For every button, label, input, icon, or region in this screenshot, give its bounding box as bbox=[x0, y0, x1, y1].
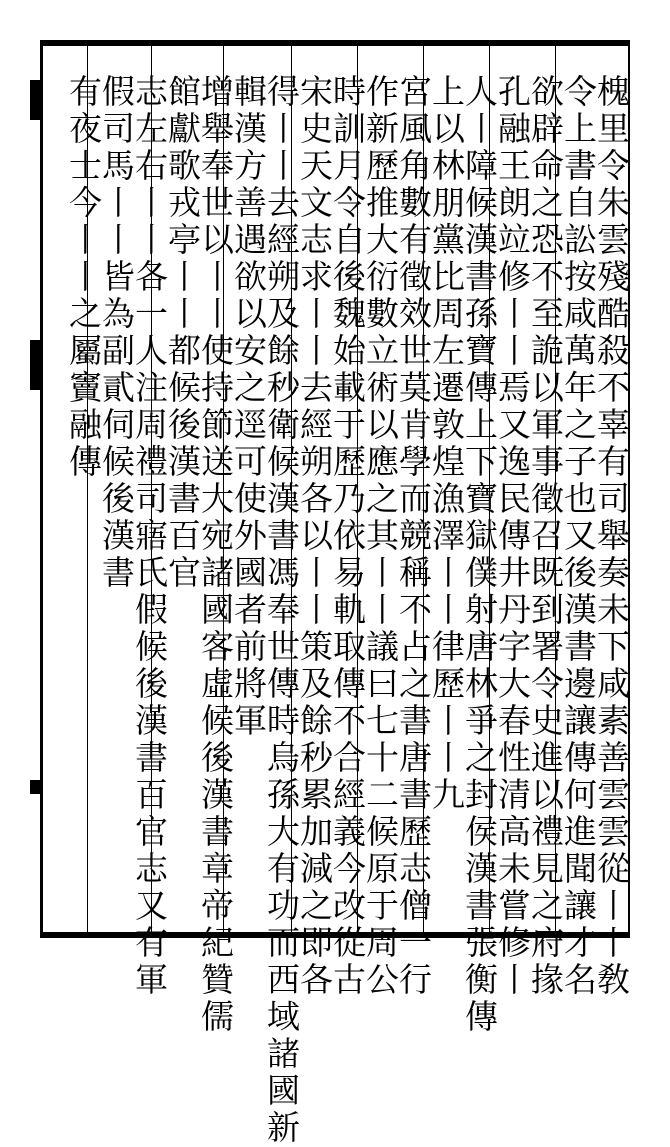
text-column-10: 宋史天文志求丨丨去經朔各以丨丨策及餘秒累加減之即各 bbox=[295, 74, 334, 999]
page-edge bbox=[0, 40, 40, 938]
edge-mark bbox=[30, 80, 40, 120]
text-column-2: 令上書自訟按咸萬年之子也又後漢書邊讓傳何進聞讓才名 bbox=[559, 74, 598, 999]
edge-mark bbox=[30, 340, 40, 390]
text-column-13: 增舉奉世以丨丨使持節送大宛諸國客虛候後漢書章帝紀贊儒 bbox=[196, 74, 235, 1036]
text-column-5: 人丨障候漢書孫寶傳上下寶獄僕射唐林爭之封侯漢書張衡傳 bbox=[460, 74, 499, 1036]
text-column-4: 孔融王朗竝修丨丨焉又逸民傳井丹字大春性清高未嘗修丨 bbox=[493, 74, 532, 999]
text-column-12: 輯漢方善遇欲以安之逕可使外國者前將軍 bbox=[229, 74, 268, 740]
text-column-16: 假司馬丨丨皆為副貳伺候後漢書 bbox=[97, 74, 136, 592]
text-column-9: 時訓月令自後魏始載于歷乃依易軌取傳不合經義今改從古 bbox=[328, 74, 367, 999]
text-column-17: 有夜士今丨丨之屬竇融傳 bbox=[64, 74, 103, 481]
text-column-6: 上以林朋黨比周左遷敦煌漁澤丨丨律歷丨丨九 bbox=[427, 74, 466, 814]
text-column-1: 槐里令朱雲殘酷殺不辜有司舉奏未下咸素善雲雲從丨丨敎 bbox=[592, 74, 631, 999]
edge-mark bbox=[30, 780, 40, 794]
text-column-3: 欲辟命之恐不至詭以軍事徵召既到署令史進以禮見之府掾 bbox=[526, 74, 565, 999]
text-column-8: 作新歷推大衍數立術以應之其丨丨議曰七十二候原于周公 bbox=[361, 74, 400, 999]
text-frame bbox=[40, 40, 631, 1147]
text-column-11: 得丨丨去經朔及餘秒衛候漢書馮奉世傳時烏孫大有功而西域諸國新 bbox=[262, 74, 301, 1147]
text-column-15: 志左右丨丨各一人注周禮司寤氏假候後漢書百官志又有軍 bbox=[130, 74, 169, 999]
text-column-14: 館獻歌戎亭丨丨都候後漢書百官 bbox=[163, 74, 202, 592]
text-column-7: 宮風角數有徵效世莫肯學而競稱不占之書唐書歷志僧一行 bbox=[394, 74, 433, 999]
